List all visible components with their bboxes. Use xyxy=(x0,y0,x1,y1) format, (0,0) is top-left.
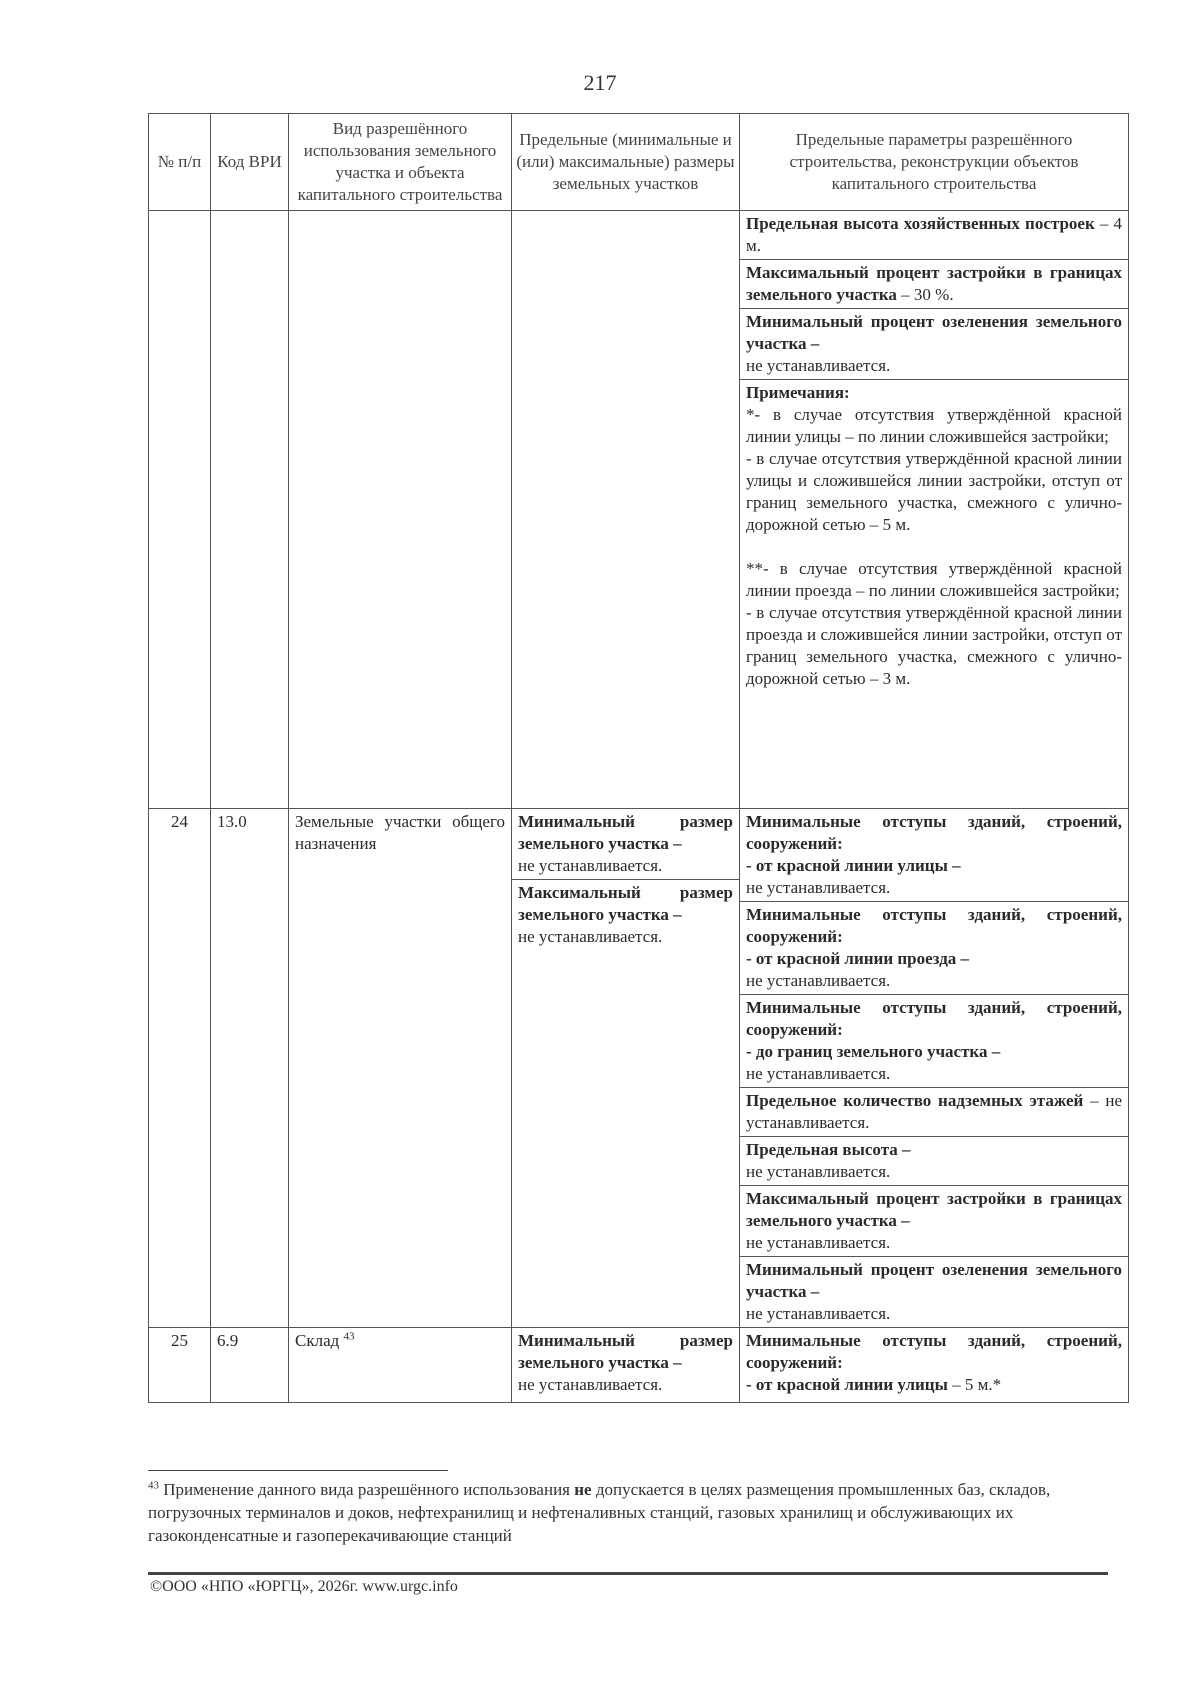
param-item: Предельное количество надземных этажей – не устанавливается. xyxy=(740,1088,1128,1137)
header-use: Вид разрешённого использования земельного участка и объекта капитального строительства xyxy=(289,114,512,211)
table-row-25 xyxy=(149,1328,1129,1403)
param-item: Предельная высота хозяйственных построек – 4 м. xyxy=(740,211,1128,260)
regulations-table xyxy=(148,113,1129,1403)
footer-separator xyxy=(148,1572,1108,1575)
size-cell xyxy=(512,809,740,1328)
table-header-row xyxy=(149,114,1129,211)
footnote: $^{43}$ Применение данного вида разрешённого использования не допускается в целях размещения промышленных баз, складов, погрузочных терминалов и доков, нефтехранилищ и нефтеналивных станций, газовых хранилищ и обслуживающих их газоконденсатные и газоперекачивающие станций xyxy=(148,1479,1051,1545)
table-row-continued xyxy=(149,211,1129,809)
param-item: Максимальный процент застройки в границах земельного участка – 30 %. xyxy=(740,260,1128,309)
param-item: Предельная высота – не устанавливается. xyxy=(740,1137,1128,1186)
param-item: Минимальные отступы зданий, строений, сооружений: - от красной линии проезда – не устанавливается. xyxy=(740,902,1128,995)
param-item: Максимальный процент застройки в границах земельного участка – не устанавливается. xyxy=(740,1186,1128,1257)
page-footer: ©ООО «НПО «ЮРГЦ», 2026г. www.urgc.info xyxy=(150,1578,458,1595)
header-num: № п/п xyxy=(149,114,211,211)
param-item: Минимальный процент озеленения земельного участка – не устанавливается. xyxy=(740,309,1128,380)
params-cell xyxy=(740,211,1129,809)
row-num: 24 xyxy=(149,809,211,1328)
notes: Примечания: *- в случае отсутствия утверждённой красной линии улицы – по линии сложившейся застройки; - в случае отсутствия утверждённой красной линии улицы и сложившейся линии застройки, отступ от границ земельного участка, смежного с улично-дорожной сетью – 5 м. **- в случае отсутствия утверждённой красной линии проезда – по линии сложившейся застройки; - в случае отсутствия утверждённой красной линии проезда и сложившейся линии застройки, отступ от границ земельного участка, смежного с улично-дорожной сетью – 3 м. xyxy=(746,383,1122,688)
param-item: Минимальные отступы зданий, строений, сооружений: - до границ земельного участка – не устанавливается. xyxy=(740,995,1128,1088)
page-number: 217 xyxy=(583,70,617,95)
table-row-24 xyxy=(149,809,1129,1328)
header-code: Код ВРИ xyxy=(211,114,289,211)
param-item: Минимальные отступы зданий, строений, сооружений: - от красной линии улицы – не устанавливается. xyxy=(740,809,1128,902)
size-item: Минимальный размер земельного участка – не устанавливается. xyxy=(518,1331,733,1394)
param-item: Минимальный процент озеленения земельного участка – не устанавливается. xyxy=(746,1260,1122,1323)
row-code: 13.0 xyxy=(211,809,289,1328)
params-cell xyxy=(740,809,1129,1328)
size-cell xyxy=(512,1328,740,1403)
header-size: Предельные (минимальные и (или) максимальные) размеры земельных участков xyxy=(512,114,740,211)
footnote-separator xyxy=(148,1470,448,1471)
params-cell xyxy=(740,1328,1129,1403)
footnote-ref: 43 xyxy=(343,1330,355,1343)
row-num: 25 xyxy=(149,1328,211,1403)
size-item: Минимальный размер земельного участка – не устанавливается. xyxy=(512,809,739,880)
size-item: Максимальный размер земельного участка – не устанавливается. xyxy=(518,883,733,946)
header-params: Предельные параметры разрешённого строительства, реконструкции объектов капитального строительства xyxy=(740,114,1129,211)
row-use: Земельные участки общего назначения xyxy=(289,809,512,1328)
param-item: Минимальные отступы зданий, строений, сооружений: - от красной линии улицы – 5 м.* xyxy=(746,1331,1122,1394)
row-code: 6.9 xyxy=(211,1328,289,1403)
row-use: Склад $^{43}$ xyxy=(289,1328,512,1403)
